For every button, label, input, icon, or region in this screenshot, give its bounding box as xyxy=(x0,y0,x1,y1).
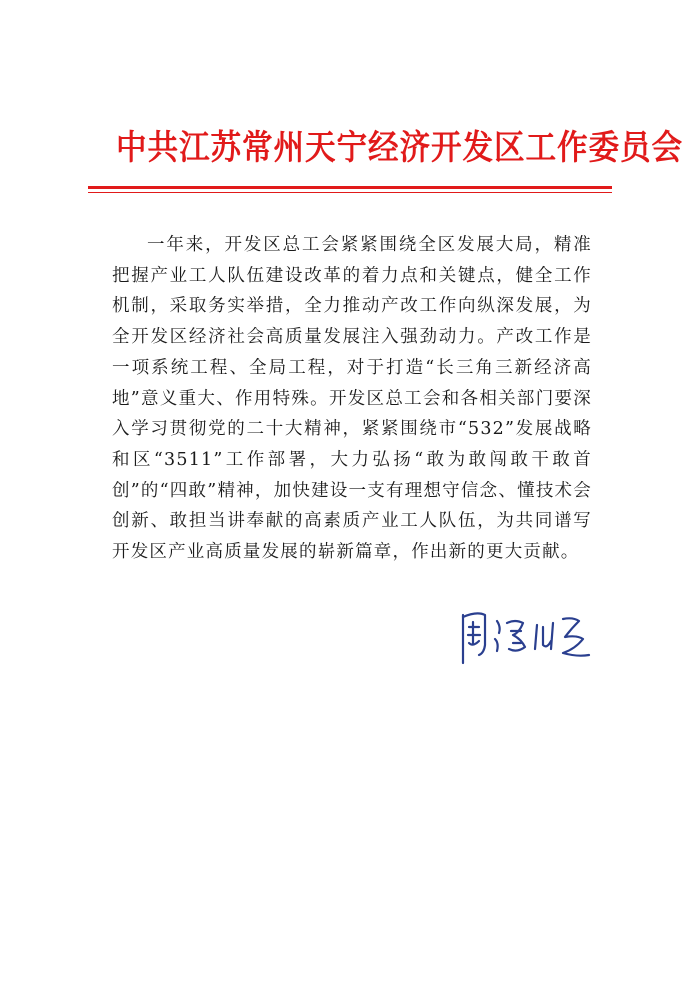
body-paragraph: 一年来，开发区总工会紧紧围绕全区发展大局，精准把握产业工人队伍建设改革的着力点和关键点，健全工作机制，采取务实举措，全力推动产改工作向纵深发展，为全开发区经济社会高质量发展注入强劲动力。产改工作是一项系统工程、全局工程，对于打造“长三角三新经济高地”意义重大、作用特殊。开发区总工会和各相关部门要深入学习贯彻党的二十大精神，紧紧围绕市“532”发展战略和区“3511”工作部署，大力弘扬“敢为敢闯敢干敢首创”的“四敢”精神，加快建设一支有理想守信念、懂技术会创新、敢担当讲奉献的高素质产业工人队伍，为共同谱写开发区产业高质量发展的崭新篇章，作出新的更大贡献。 xyxy=(112,235,592,563)
handwritten-signature xyxy=(455,605,595,670)
letterhead-title: 中共江苏常州天宁经济开发区工作委员会 xyxy=(116,128,683,168)
letterhead-rule-thin xyxy=(88,192,612,193)
letterhead-rule-thick xyxy=(88,186,612,189)
